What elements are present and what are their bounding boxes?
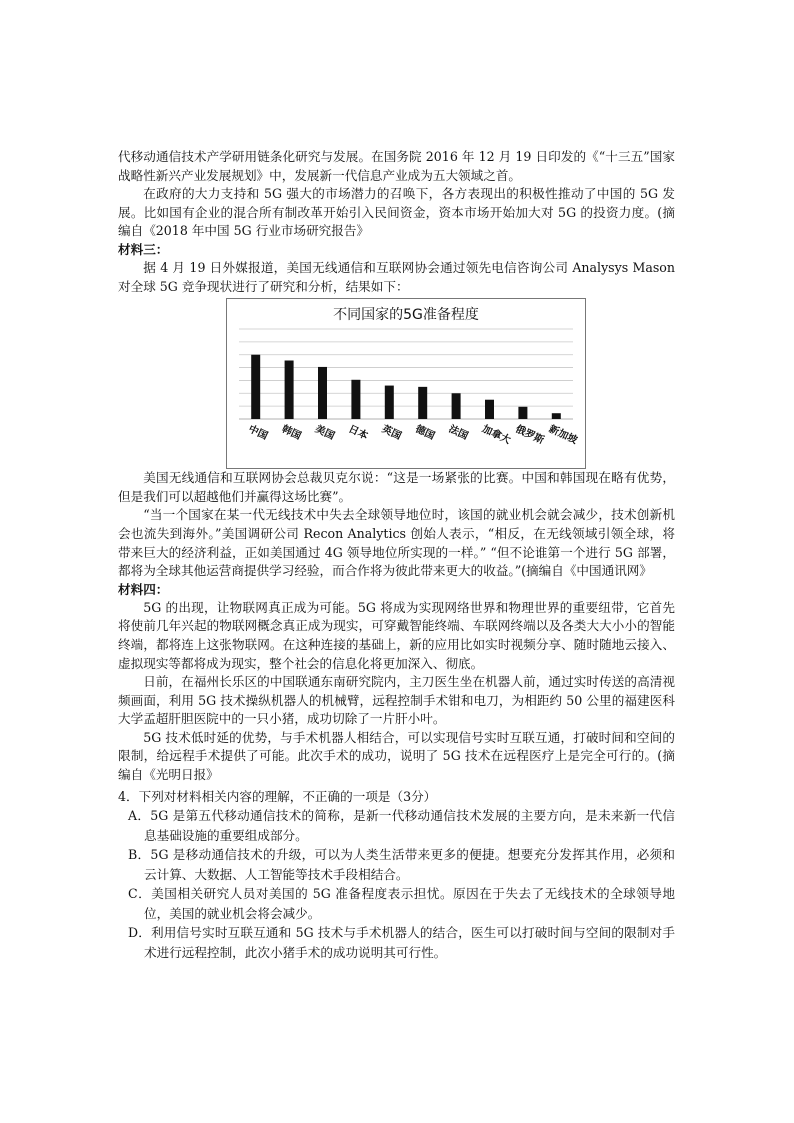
bar	[285, 361, 294, 420]
bar	[552, 413, 561, 419]
bar	[351, 380, 360, 419]
paragraph: 据 4 月 19 日外媒报道，美国无线通信和互联网协会通过领先电信咨询公司 Analysys Mason 对全球 5G 竞争现状进行了研究和分析，结果如下：	[118, 259, 675, 294]
chart-title: 不同国家的5G准备程度	[333, 307, 479, 324]
option-b: B．5G 是移动通信技术的升级，可以为人类生活带来更多的便捷。想要充分发挥其作用，必须和云计算、大数据、人工智能等技术手段相结合。	[128, 847, 675, 882]
bar	[418, 387, 427, 419]
x-tick-label: 美国	[313, 423, 337, 443]
x-tick-label: 德国	[413, 423, 437, 443]
paragraph: “当一个国家在某一代无线技术中失去全球领导地位时，该国的就业机会就会减少，技术创新机会也流失到海外。”美国调研公司 Recon Analytics 创始人表示，“相反，在无线领域引领全球，将带来巨大的经济利益，正如美国通过 4G 领导地位所实现的一样。” “但不论谁第一个进行 5G 部署，都将为全球其他运营商提供学习经验，而合作将为彼此带来更大的收益。”(摘编自《中国通讯网》	[118, 507, 675, 579]
x-tick-label: 加拿大	[480, 423, 513, 447]
bar-chart	[226, 298, 586, 469]
bar	[452, 393, 461, 419]
question-stem: 4．下列对材料相关内容的理解，不正确的一项是（3分）	[118, 788, 437, 804]
x-tick-label: 英国	[380, 423, 403, 443]
option-a: A．5G 是第五代移动通信技术的简称，是新一代移动通信技术发展的主要方向，是未来新一代信息基础设施的重要组成部分。	[128, 808, 675, 843]
paragraph: 5G 技术低时延的优势，与手术机器人相结合，可以实现信号实时互联互通，打破时间和空间的限制，给远程手术提供了可能。此次手术的成功，说明了 5G 技术在远程医疗上是完全可行的。(摘编自《光明日报》	[118, 729, 675, 783]
paragraph: 日前，在福州长乐区的中国联通东南研究院内，主刀医生坐在机器人前，通过实时传送的高清视频画面，利用 5G 技术操纵机器人的机械臂，远程控制手术钳和电刀，为相距约 50 公里的福建医科大学孟超肝胆医院中的一只小猪，成功切除了一片肝小叶。	[118, 674, 675, 727]
section-heading-material-3: 材料三：	[118, 241, 169, 257]
bar	[485, 400, 494, 419]
bar	[251, 355, 260, 419]
paragraph: 美国无线通信和互联网协会总裁贝克尔说：“这是一场紧张的比赛。中国和韩国现在略有优势，但是我们可以超越他们并赢得这场比赛”。	[118, 470, 675, 504]
document-page	[118, 148, 675, 962]
chart-svg	[227, 299, 585, 468]
section-heading-material-4: 材料四：	[118, 581, 169, 597]
bar	[318, 367, 327, 419]
x-tick-label: 俄罗斯	[513, 423, 546, 447]
option-c: C．美国相关研究人员对美国的 5G 准备程度表示担忧。原因在于失去了无线技术的全球领导地位，美国的就业机会将会减少。	[128, 886, 675, 921]
x-tick-label: 中国	[246, 423, 270, 443]
paragraph: 在政府的大力支持和 5G 强大的市场潜力的召唤下，各方表现出的积极性推动了中国的 5G 发展。比如国有企业的混合所有制改革开始引入民间资金，资本市场开始加大对 5G 的投资力度。(摘编自《2018 年中国 5G 行业市场研究报告》	[118, 186, 675, 239]
x-tick-label: 韩国	[279, 423, 303, 443]
option-d: D．利用信号实时互联互通和 5G 技术与手术机器人的结合，医生可以打破时间与空间的限制对手术进行远程控制，此次小猪手术的成功说明其可行性。	[128, 925, 675, 960]
bar	[385, 386, 394, 419]
bar	[518, 407, 527, 419]
x-tick-label: 日本	[346, 423, 370, 443]
x-tick-label: 新加坡	[547, 423, 579, 447]
paragraph: 代移动通信技术产学研用链条化研究与发展。在国务院 2016 年 12 月 19 日印发的《“十三五”国家战略性新兴产业发展规划》中，发展新一代信息产业成为五大领域之首。	[118, 149, 675, 183]
paragraph: 5G 的出现，让物联网真正成为可能。5G 将成为实现网络世界和物理世界的重要纽带，它首先将使前几年兴起的物联网概念真正成为现实，可穿戴智能终端、车联网终端以及各类大大小小的智能终端，都将连上这张物联网。在这种连接的基础上，新的应用比如实时视频分享、随时随地云接入、虚拟现实等都将成为现实，整个社会的信息化将更加深入、彻底。	[118, 599, 675, 671]
x-tick-label: 法国	[446, 423, 470, 443]
